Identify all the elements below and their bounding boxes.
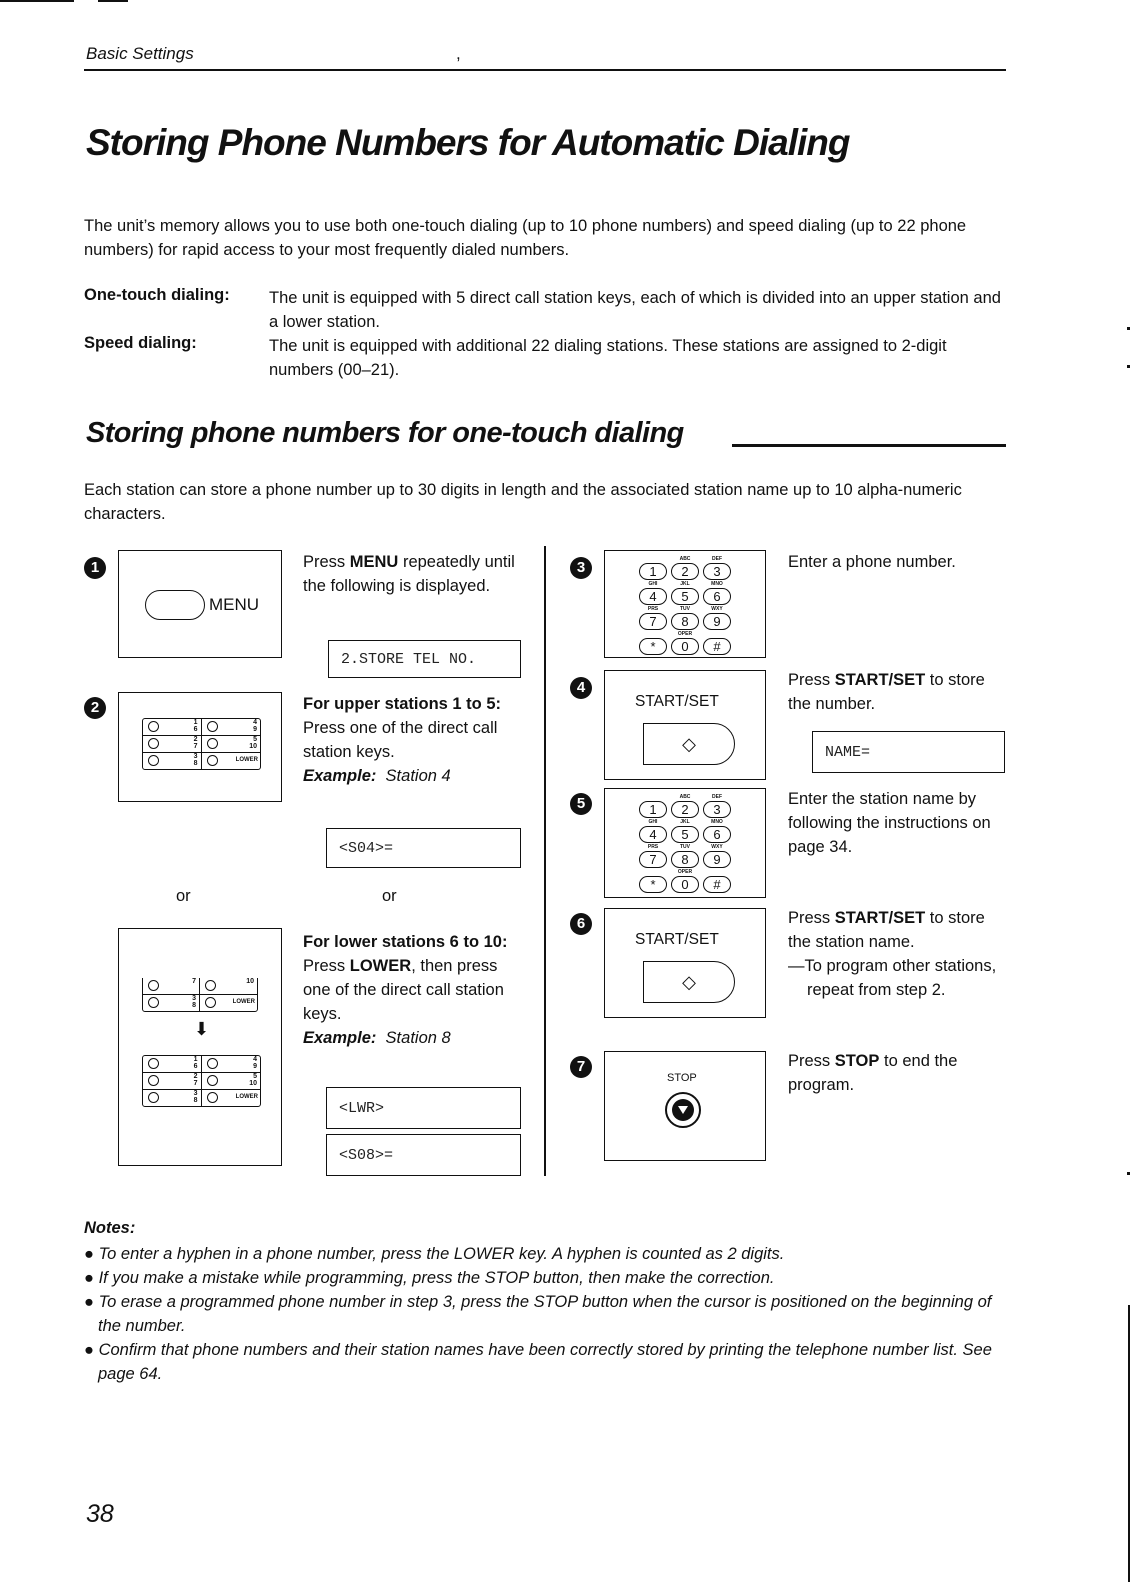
start-set-button-icon <box>643 961 735 1003</box>
step-6-text: Press START/SET to store the station name. —To program other stations, repeat from step 2. <box>788 906 1008 1002</box>
or-label-right: or <box>382 887 397 905</box>
step-1-text-key: MENU <box>349 553 399 571</box>
scan-mark <box>0 0 74 2</box>
step-5-keypad-illustration <box>604 788 766 898</box>
scan-mark <box>98 0 128 2</box>
step-2-upper-heading: For upper stations 1 to 5: <box>303 695 502 713</box>
start-set-label: START/SET <box>635 931 719 948</box>
step-2-upper-instruction: Press one of the direct call station keys. <box>303 719 498 761</box>
dial-keypad <box>639 556 731 655</box>
or-label-left: or <box>176 887 191 905</box>
stray-mark: , <box>456 44 461 63</box>
key-led-icon <box>207 755 218 766</box>
station-key-1-6: 1 6 <box>143 719 202 736</box>
key-led-icon <box>207 721 218 732</box>
step-7-illustration <box>604 1051 766 1161</box>
example-value: Station 4 <box>385 767 451 785</box>
dial-key-4: GHI 4 <box>639 588 667 605</box>
lower-key-name: LOWER <box>349 957 412 975</box>
station-key-4-9: 4 9 <box>202 719 261 736</box>
step-2-upper-text <box>303 692 523 788</box>
step-3-badge: 3 <box>570 557 592 579</box>
note-item: ● If you make a mistake while programming, press the STOP button, then make the correction. <box>84 1269 775 1287</box>
step-3-text: Enter a phone number. <box>788 553 956 571</box>
dial-key-1: 1 <box>639 563 667 580</box>
step-5-badge: 5 <box>570 793 592 815</box>
station-key-panel: 1 6 4 9 2 7 5 10 3 8 LOWER <box>142 1055 261 1107</box>
column-divider <box>544 546 546 1176</box>
step-2-upper-illustration <box>118 692 282 802</box>
step-5-text: Enter the station name by following the instructions on page 34. <box>788 790 991 856</box>
header-rule <box>84 69 1006 71</box>
section-title-rule <box>732 444 1006 447</box>
stop-triangle-icon <box>677 1105 689 1115</box>
lower-key: LOWER <box>202 753 261 769</box>
step-7-badge: 7 <box>570 1056 592 1078</box>
dial-key-3: DEF 3 <box>703 563 731 580</box>
step-4-badge: 4 <box>570 677 592 699</box>
notes-title: Notes: <box>84 1219 136 1237</box>
dial-key-star: * <box>639 638 667 655</box>
example-value: Station 8 <box>385 1029 451 1047</box>
stop-button-icon <box>665 1092 701 1128</box>
station-key-3-8: 3 8 <box>143 995 200 1011</box>
step-2-lower-heading: For lower stations 6 to 10: <box>303 933 508 951</box>
dial-key-7: PRS 7 <box>639 613 667 630</box>
example-label: Example: <box>303 767 377 785</box>
section-header-label: Basic Settings <box>86 44 194 63</box>
menu-button-icon <box>145 590 205 620</box>
station-key-panel <box>142 718 261 770</box>
step-2-lower-display-2: <S08>= <box>326 1134 521 1176</box>
intro-paragraph: The unit’s memory allows you to use both one-touch dialing (up to 10 phone numbers) and speed dialing (up to 22 phone numbers) for rapid access to your most frequently dialed numbers. <box>84 217 967 259</box>
stop-label: STOP <box>667 1072 697 1084</box>
step-2-badge: 2 <box>84 697 106 719</box>
definition-term-speed: Speed dialing: <box>84 334 197 352</box>
dial-keypad: 1 ABC 2 DEF 3 GHI 4 JKL 5 MNO 6 PRS 7 TUV 8 WXY 9 * OPER 0 # <box>639 801 731 893</box>
page-number: 38 <box>86 1500 114 1528</box>
note-item: ● To erase a programmed phone number in step 3, press the STOP button when the cursor is positioned on the beginning of the number. <box>84 1293 992 1335</box>
step-2-lower-display-1: <LWR> <box>326 1087 521 1129</box>
step-1-badge: 1 <box>84 557 106 579</box>
example-label: Example: <box>303 1029 377 1047</box>
definition-text-speed: The unit is equipped with additional 22 dialing stations. These stations are assigned to 2-digit numbers (00–21). <box>269 337 947 379</box>
section-description: Each station can store a phone number up to 30 digits in length and the associated station name up to 10 alpha-numeric characters. <box>84 481 962 523</box>
step-1-illustration <box>118 550 282 658</box>
step-2-lower-text: For lower stations 6 to 10: Press LOWER, then press one of the direct call station keys. Example: Station 8 <box>303 933 508 1047</box>
note-item: ● To enter a hyphen in a phone number, press the LOWER key. A hyphen is counted as 2 digits. <box>84 1245 785 1263</box>
station-key-2-7: 2 7 <box>143 736 202 753</box>
step-3-keypad-illustration <box>604 550 766 658</box>
definition-text-one-touch: The unit is equipped with 5 direct call station keys, each of which is divided into an upper station and a lower station. <box>269 289 1001 331</box>
menu-button-label: MENU <box>209 595 260 614</box>
start-diamond-icon: ◇ <box>682 971 696 992</box>
start-set-button-icon <box>643 723 735 765</box>
key-led-icon <box>207 738 218 749</box>
start-set-label: START/SET <box>635 693 719 710</box>
step-1-display: 2.STORE TEL NO. <box>328 640 521 678</box>
step-6-badge: 6 <box>570 913 592 935</box>
step-4-display: NAME= <box>812 731 1005 773</box>
lower-key-pressed: LOWER <box>200 995 257 1011</box>
step-4-text: Press START/SET to store the number. <box>788 671 985 713</box>
key-led-icon <box>148 755 159 766</box>
step-2-lower-illustration <box>118 928 282 1166</box>
step-1-text-pre: Press <box>303 553 350 571</box>
dial-key-6: MNO 6 <box>703 588 731 605</box>
step-1-text <box>303 550 523 598</box>
step-7-text: Press STOP to end the program. <box>788 1052 958 1094</box>
dial-key-9: WXY 9 <box>703 613 731 630</box>
note-item: ● Confirm that phone numbers and their station names have been correctly stored by printing the telephone number list. See page 64. <box>84 1341 992 1383</box>
dial-key-0: OPER 0 <box>671 638 699 655</box>
step-4-illustration <box>604 670 766 780</box>
notes-list <box>84 1242 1014 1386</box>
section-title: Storing phone numbers for one-touch dialing <box>86 417 684 449</box>
dial-key-hash: # <box>703 638 731 655</box>
dial-key-5: JKL 5 <box>671 588 699 605</box>
step-6-illustration <box>604 908 766 1018</box>
station-key-5-10: 5 10 <box>202 736 261 753</box>
station-key-3-8: 3 8 <box>143 753 202 769</box>
definition-term-one-touch: One-touch dialing: <box>84 286 230 304</box>
down-arrow-icon: ⬇ <box>194 1019 210 1039</box>
page-title: Storing Phone Numbers for Automatic Dialing <box>86 122 850 163</box>
dial-key-8: TUV 8 <box>671 613 699 630</box>
key-led-icon <box>148 738 159 749</box>
dial-key-2: ABC 2 <box>671 563 699 580</box>
partial-station-key-panel: 7 10 3 8 LOWER <box>142 978 259 1012</box>
step-1-text-post: repeatedly until the following is displayed. <box>303 553 515 595</box>
step-6-subtext: —To program other stations, repeat from step 2. <box>788 957 997 999</box>
step-2-upper-display: <S04>= <box>326 828 521 868</box>
start-diamond-icon: ◇ <box>682 733 696 754</box>
key-led-icon <box>148 721 159 732</box>
